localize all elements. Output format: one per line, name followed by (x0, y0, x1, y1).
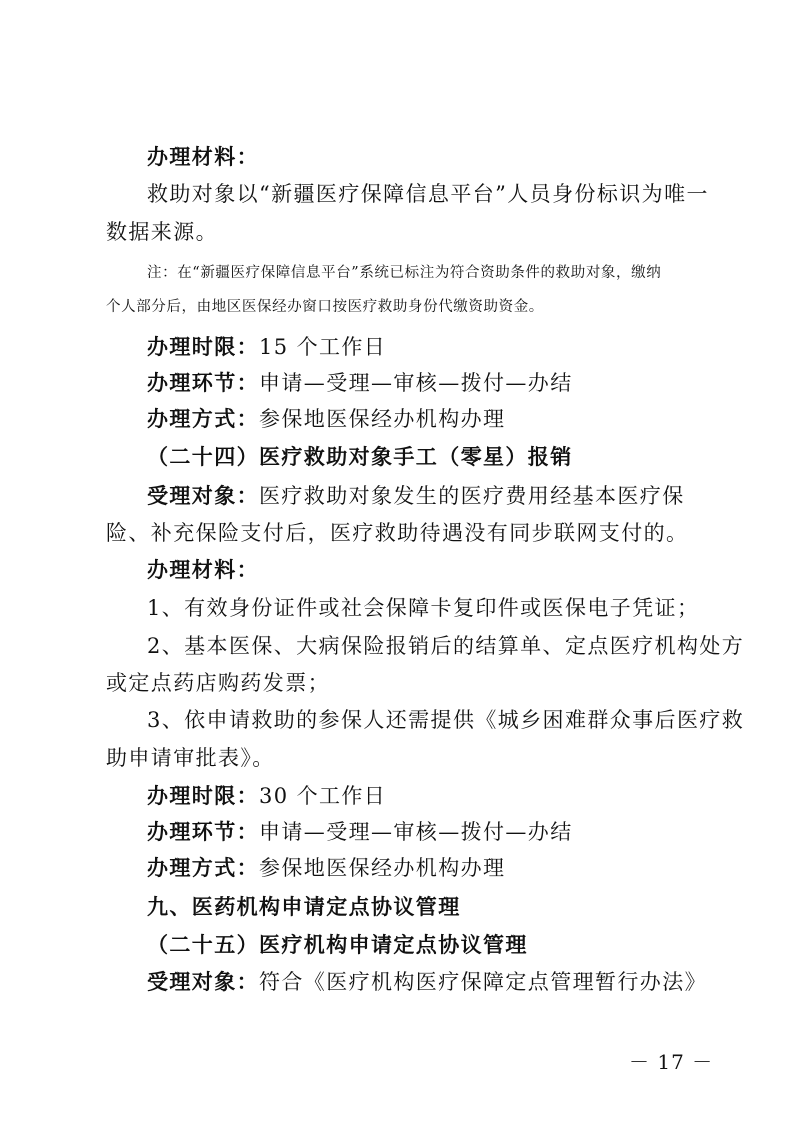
method-row (147, 854, 505, 882)
chapter-heading-9: 九、医药机构申请定点协议管理 (147, 895, 461, 919)
field-value: 符合《医疗机构医疗保障定点管理暂行办法》 (259, 970, 707, 994)
list-item: 3、依申请救助的参保人还需提供《城乡困难群众事后医疗救 (147, 708, 745, 732)
time-limit-row (147, 333, 386, 361)
field-value: 30 个工作日 (259, 784, 387, 808)
note-line: 个人部分后，由地区医保经办窗口按医疗救助身份代缴资助资金。 (106, 299, 544, 315)
time-limit-row (147, 782, 386, 810)
paragraph-line: 数据来源。 (106, 220, 218, 244)
list-item: 1、有效身份证件或社会保障卡复印件或医保电子凭证； (147, 596, 700, 620)
field-label: 办理方式： (147, 856, 259, 880)
process-row (147, 369, 573, 397)
field-label: 受理对象： (147, 484, 259, 508)
field-value: 申请—受理—审核—拨付—办结 (259, 820, 573, 844)
field-label: 办理时限： (147, 784, 259, 808)
field-label: 受理对象： (147, 970, 259, 994)
list-item-continuation: 助申请审批表》。 (106, 746, 275, 770)
heading-materials: 办理材料： (147, 145, 259, 169)
page-number: － 17 － (629, 1050, 714, 1074)
field-value: 参保地医保经办机构办理 (259, 407, 506, 431)
field-label: 办理环节： (147, 371, 259, 395)
heading-materials: 办理材料： (147, 558, 259, 582)
field-value: 医疗救助对象发生的医疗费用经基本医疗保 (259, 484, 685, 508)
list-item: 2、基本医保、大病保险报销后的结算单、定点医疗机构处方 (147, 634, 745, 658)
paragraph-line: 救助对象以“新疆医疗保障信息平台”人员身份标识为唯一 (147, 182, 709, 206)
paragraph-line: 险、补充保险支付后，医疗救助待遇没有同步联网支付的。 (106, 521, 689, 545)
process-row (147, 818, 573, 846)
field-label: 办理方式： (147, 407, 259, 431)
field-label: 办理环节： (147, 820, 259, 844)
target-row (147, 968, 707, 996)
list-item-continuation: 或定点药店购药发票； (106, 671, 330, 695)
section-heading-25: （二十五）医疗机构申请定点协议管理 (147, 933, 528, 957)
field-value: 15 个工作日 (259, 335, 387, 359)
field-value: 参保地医保经办机构办理 (259, 856, 506, 880)
field-label: 办理时限： (147, 335, 259, 359)
note-line: 注：在“新疆医疗保障信息平台”系统已标注为符合资助条件的救助对象，缴纳 (147, 265, 662, 281)
field-value: 申请—受理—审核—拨付—办结 (259, 371, 573, 395)
section-heading-24: （二十四）医疗救助对象手工（零星）报销 (147, 445, 573, 469)
method-row (147, 405, 505, 433)
target-row (147, 482, 685, 510)
